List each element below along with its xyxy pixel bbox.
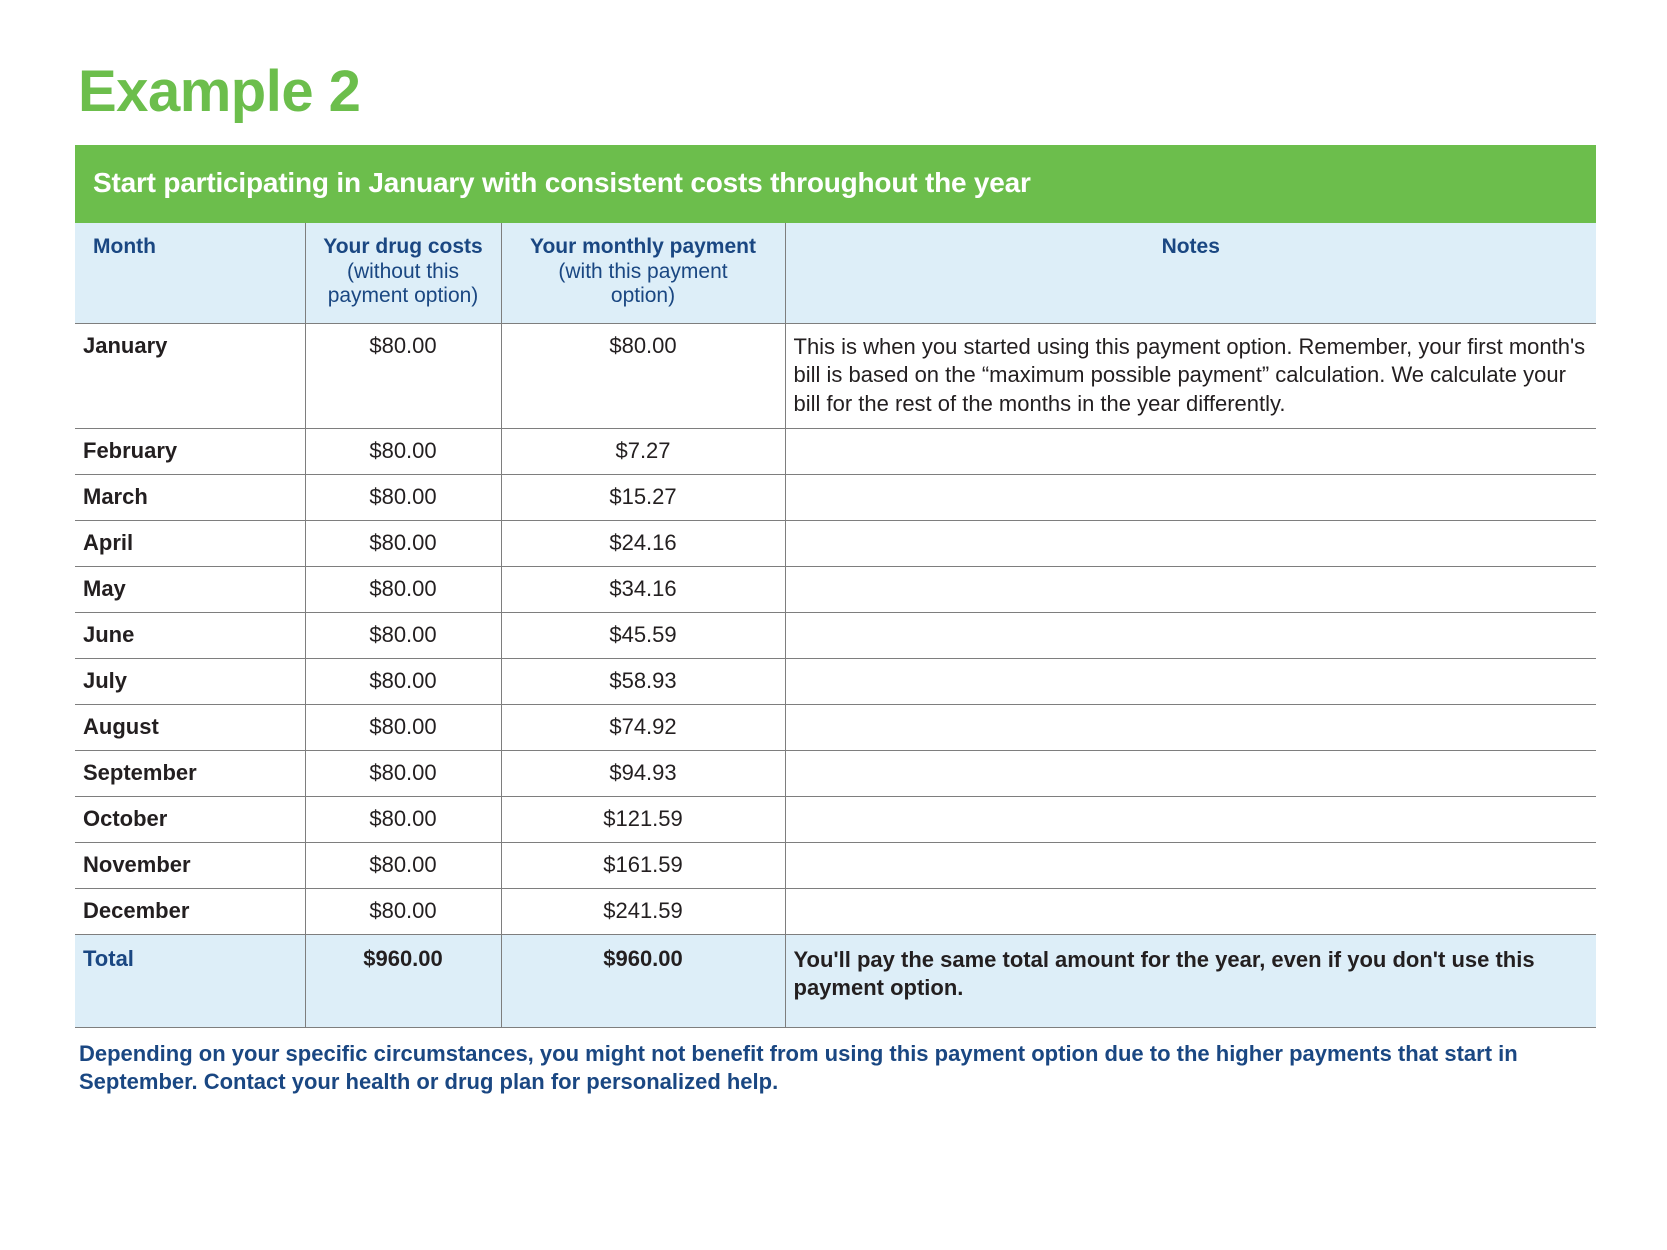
cell-notes — [785, 612, 1596, 658]
cell-notes: This is when you started using this payment option. Remember, your first month's bill is based on the “maximum possible payment” calculation. We calculate your bill for the rest of the months in the year differently. — [785, 324, 1596, 428]
cell-drug-costs: $80.00 — [305, 842, 501, 888]
cell-drug-costs: $960.00 — [305, 934, 501, 1027]
column-header-month-label: Month — [93, 234, 156, 258]
column-header-month — [75, 223, 305, 324]
cell-notes: You'll pay the same total amount for the year, even if you don't use this payment option. — [785, 934, 1596, 1027]
cell-month: May — [75, 566, 305, 612]
cell-month: August — [75, 704, 305, 750]
column-header-row — [75, 223, 1596, 324]
table-row — [75, 842, 1596, 888]
table-row — [75, 658, 1596, 704]
cell-drug-costs: $80.00 — [305, 520, 501, 566]
cell-notes — [785, 704, 1596, 750]
cell-notes — [785, 796, 1596, 842]
page-title: Example 2 — [78, 59, 361, 124]
cell-notes — [785, 750, 1596, 796]
cell-drug-costs: $80.00 — [305, 324, 501, 428]
cell-month: Total — [75, 934, 305, 1027]
cell-monthly-payment: $45.59 — [501, 612, 785, 658]
cell-monthly-payment: $161.59 — [501, 842, 785, 888]
column-header-monthly-payment — [501, 223, 785, 324]
cell-month: November — [75, 842, 305, 888]
column-header-monthly-payment-sub1: (with this payment — [558, 259, 728, 283]
table-row — [75, 612, 1596, 658]
cell-monthly-payment: $121.59 — [501, 796, 785, 842]
column-header-drug-costs-label: Your drug costs — [323, 234, 483, 258]
cell-notes — [785, 658, 1596, 704]
column-header-notes — [785, 223, 1596, 324]
cell-drug-costs: $80.00 — [305, 888, 501, 934]
cell-month: June — [75, 612, 305, 658]
cell-drug-costs: $80.00 — [305, 428, 501, 474]
cell-drug-costs: $80.00 — [305, 796, 501, 842]
cell-drug-costs: $80.00 — [305, 612, 501, 658]
cell-monthly-payment: $7.27 — [501, 428, 785, 474]
cell-monthly-payment: $74.92 — [501, 704, 785, 750]
cell-monthly-payment: $34.16 — [501, 566, 785, 612]
cell-drug-costs: $80.00 — [305, 566, 501, 612]
table-head — [75, 145, 1596, 324]
cell-monthly-payment: $15.27 — [501, 474, 785, 520]
cell-notes — [785, 428, 1596, 474]
table-row — [75, 796, 1596, 842]
cell-monthly-payment: $24.16 — [501, 520, 785, 566]
cell-drug-costs: $80.00 — [305, 474, 501, 520]
cell-month: December — [75, 888, 305, 934]
cell-month: September — [75, 750, 305, 796]
cell-month: February — [75, 428, 305, 474]
cell-month: October — [75, 796, 305, 842]
cell-drug-costs: $80.00 — [305, 704, 501, 750]
cell-month: March — [75, 474, 305, 520]
cell-monthly-payment: $960.00 — [501, 934, 785, 1027]
cell-notes — [785, 566, 1596, 612]
banner-title: Start participating in January with consistent costs throughout the year — [75, 145, 1596, 223]
cell-notes — [785, 474, 1596, 520]
cell-drug-costs: $80.00 — [305, 658, 501, 704]
table-row — [75, 750, 1596, 796]
column-header-drug-costs — [305, 223, 501, 324]
table-row — [75, 474, 1596, 520]
table-row — [75, 888, 1596, 934]
column-header-notes-label: Notes — [1161, 234, 1220, 258]
column-header-monthly-payment-sub2: option) — [610, 284, 676, 308]
table-body — [75, 324, 1596, 1028]
green-banner-row — [75, 145, 1596, 223]
cell-notes — [785, 520, 1596, 566]
cell-notes — [785, 888, 1596, 934]
table-row — [75, 566, 1596, 612]
table-row-total — [75, 934, 1596, 1027]
cell-month: July — [75, 658, 305, 704]
cell-month: January — [75, 324, 305, 428]
footnote: Depending on your specific circumstances, you might not benefit from using this payment option due to the higher payments that start in September. Contact your health or drug plan for personalized help. — [79, 1040, 1518, 1095]
cell-notes — [785, 842, 1596, 888]
cell-drug-costs: $80.00 — [305, 750, 501, 796]
cell-monthly-payment: $58.93 — [501, 658, 785, 704]
column-header-drug-costs-sub1: (without this — [346, 259, 460, 283]
cell-monthly-payment: $241.59 — [501, 888, 785, 934]
table-row — [75, 428, 1596, 474]
column-header-monthly-payment-label: Your monthly payment — [530, 234, 756, 258]
column-header-drug-costs-sub2: payment option) — [327, 284, 479, 308]
cell-monthly-payment: $94.93 — [501, 750, 785, 796]
payment-schedule-table — [75, 145, 1596, 1028]
table-row — [75, 520, 1596, 566]
table-row — [75, 704, 1596, 750]
cell-month: April — [75, 520, 305, 566]
table-row — [75, 324, 1596, 428]
cell-monthly-payment: $80.00 — [501, 324, 785, 428]
